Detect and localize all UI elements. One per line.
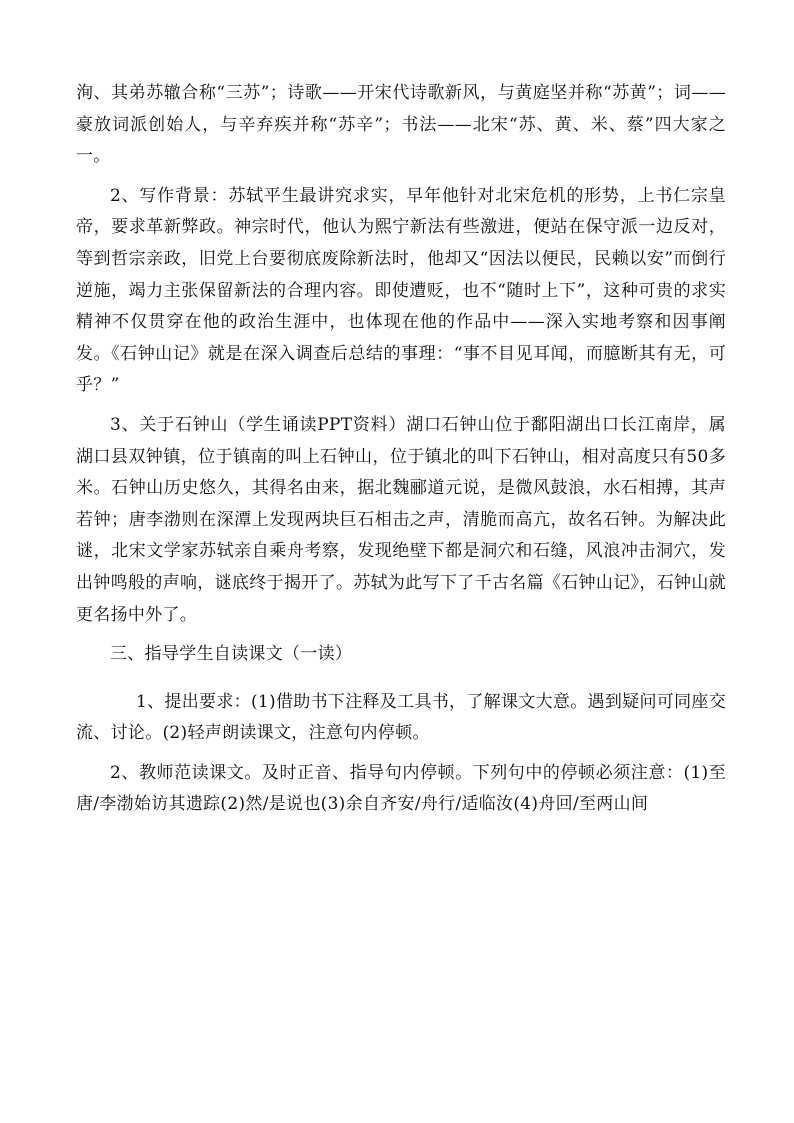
paragraph-about-shizhongshan: 3、关于石钟山（学生诵读PPT资料）湖口石钟山位于鄱阳湖出口长江南岸，属湖口县双钟镇，位于镇南的叫上石钟山，位于镇北的叫下石钟山，相对高度只有50多米。石钟山历史悠久，其得名由来，据北魏郦道元说，是微风鼓浪，水石相搏，其声若钟；唐李渤则在深潭上发现两块巨石相击之声，清脆而高亢，故名石钟。为解决此谜，北宋文学家苏轼亲自乘舟考察，发现绝壁下都是洞穴和石缝，风浪冲击洞穴，发出钟鸣般的声响，谜底终于揭开了。苏轼为此写下了千古名篇《石钟山记》，石钟山就更名扬中外了。 (76, 414, 726, 625)
paragraph-su-family-intro: 洵、其弟苏辙合称“三苏”；诗歌——开宋代诗歌新风，与黄庭坚并称“苏黄”；词——豪放词派创始人，与辛弃疾并称“苏辛”；书法——北宋“苏、黄、米、蔡”四大家之一。 (76, 83, 726, 167)
section-heading-self-reading: 三、指导学生自读课文（一读） (110, 644, 353, 665)
document-body (76, 78, 726, 821)
paragraph-requirements: 1、提出要求：(1)借助书下注释及工具书，了解课文大意。遇到疑问可同座交流、讨论。(2)轻声朗读课文，注意句内停顿。 (76, 691, 726, 744)
paragraph-teacher-reading: 2、教师范读课文。及时正音、指导句内停顿。下列句中的停顿必须注意：(1)至唐/李渤始访其遗踪(2)然/是说也(3)余自齐安/舟行/适临汝(4)舟回/至两山间 (76, 762, 726, 815)
paragraph-writing-background: 2、写作背景：苏轼平生最讲究求实，早年他针对北宋危机的形势，上书仁宗皇帝，要求革新弊政。神宗时代，他认为熙宁新法有些激进，便站在保守派一边反对，等到哲宗亲政，旧党上台要彻底废除新法时，他却又“因法以便民，民赖以安”而倒行逆施，竭力主张保留新法的合理内容。即使遭贬，也不“随时上下”，这种可贵的求实精神不仅贯穿在他的政治生涯中，也体现在他的作品中——深入实地考察和因事阐发。《石钟山记》就是在深入调查后总结的事理：“事不目见耳闻，而臆断其有无，可乎？” (76, 185, 726, 396)
